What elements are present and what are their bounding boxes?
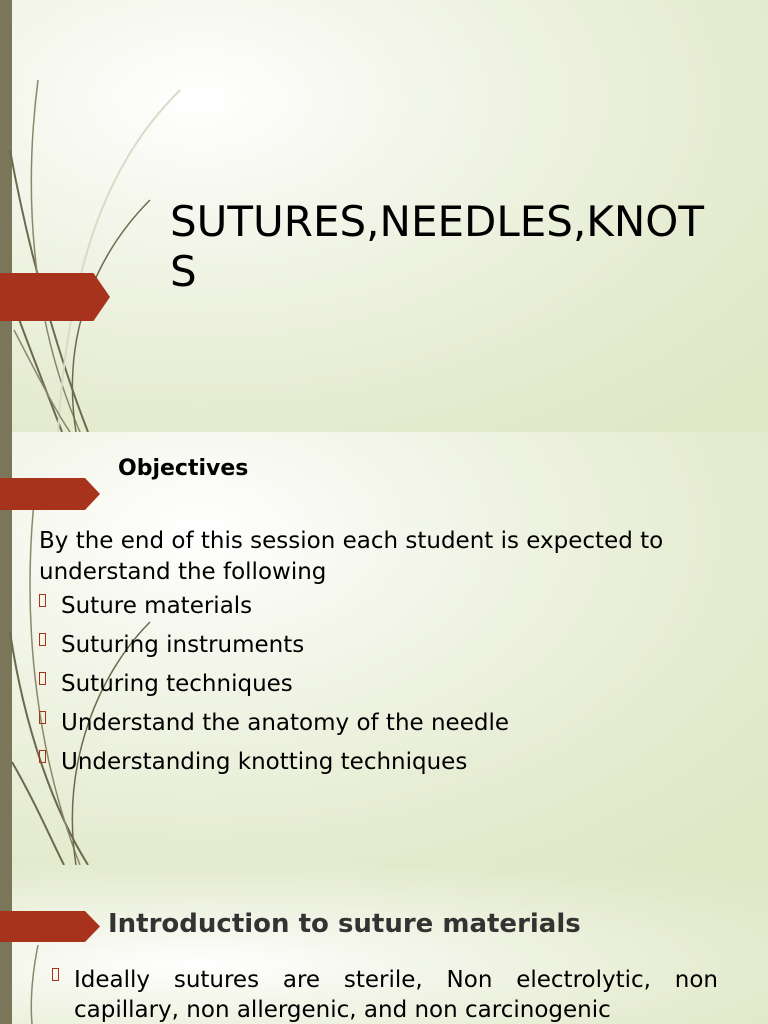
intro-text: By the end of this session each student is expected to understand the following <box>39 528 664 585</box>
list-item: Ideally sutures are sterile, Non electrolytic, non capillary, non allergenic, and non carcinogenic <box>52 965 718 1024</box>
intro-list <box>52 965 718 1024</box>
title-tab-marker <box>0 478 100 510</box>
title-slide <box>0 0 768 432</box>
bullet-icon <box>52 968 59 981</box>
bullet-icon <box>39 750 46 763</box>
title-tab-marker <box>0 911 100 942</box>
slide-title: SUTURES,NEEDLES,KNOTS <box>170 197 704 296</box>
bullet-icon <box>39 594 46 607</box>
section-title: Introduction to suture materials <box>108 909 581 939</box>
intro-slide <box>0 865 768 1024</box>
objectives-list <box>39 591 509 786</box>
list-item: Understanding knotting techniques <box>39 747 509 786</box>
list-item: Suture materials <box>39 591 509 630</box>
objectives-slide <box>0 432 768 865</box>
list-item: Suturing instruments <box>39 630 509 669</box>
list-item: Understand the anatomy of the needle <box>39 708 509 747</box>
bullet-icon <box>39 672 46 685</box>
objectives-title: Objectives <box>118 456 249 481</box>
title-tab-marker <box>0 273 110 321</box>
bullet-icon <box>39 633 46 646</box>
bullet-icon <box>39 711 46 724</box>
list-item: Suturing techniques <box>39 669 509 708</box>
